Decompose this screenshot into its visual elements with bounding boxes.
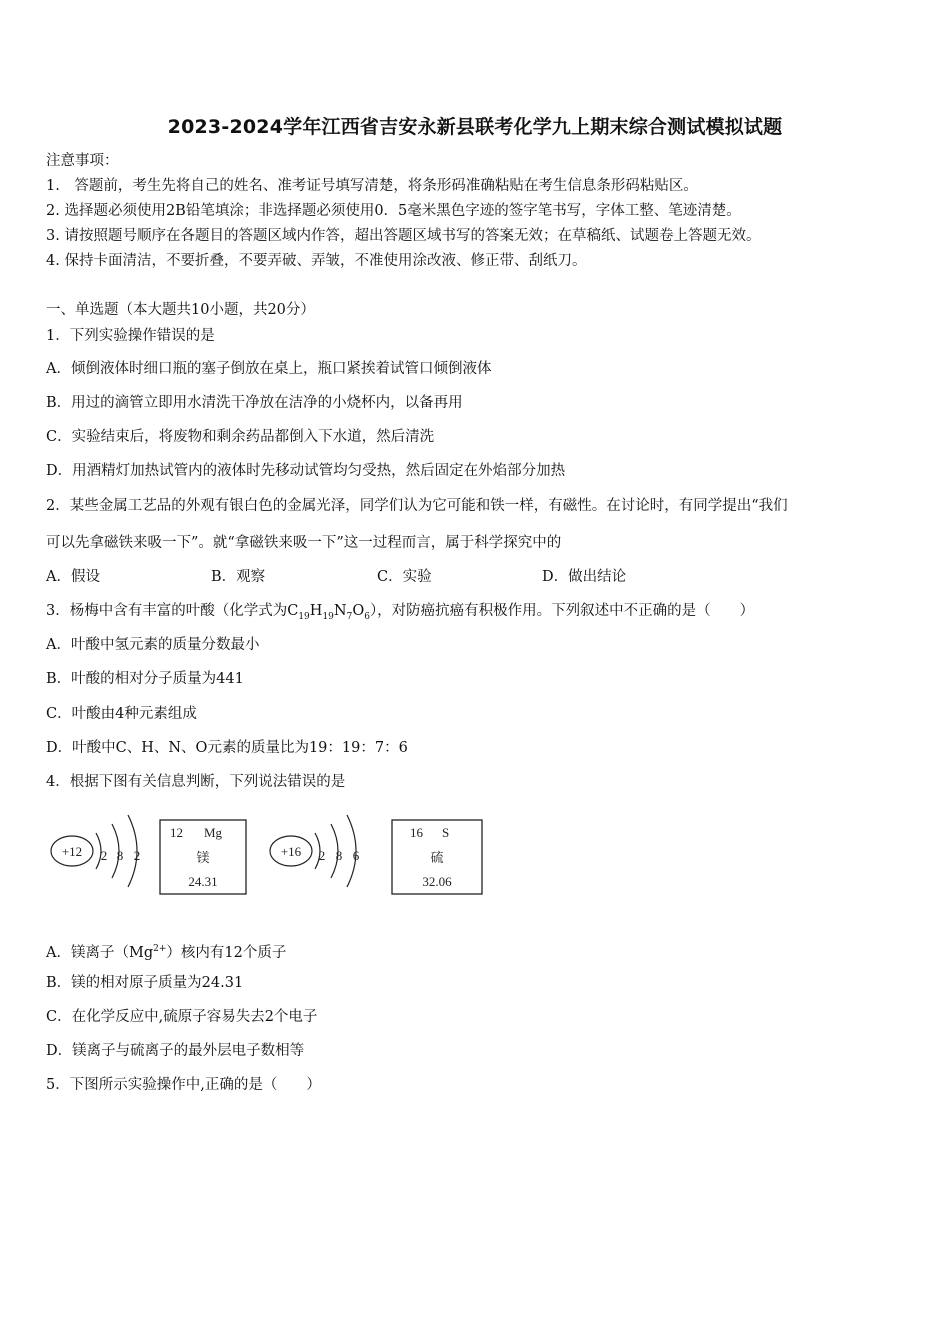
notice-item-4: 4. 保持卡面清洁，不要折叠，不要弄破、弄皱，不准使用涂改液、修正带、刮纸刀。 <box>46 253 587 269</box>
q4-option-a-post: ）核内有12个质子 <box>166 944 287 961</box>
mg-atomic-mass: 24.31 <box>188 874 218 889</box>
mg-atom-diagram <box>51 815 140 887</box>
s-shell-2-count: 8 <box>335 848 343 863</box>
mg-name: 镁 <box>196 851 210 866</box>
q4-option-a-pre: A．镁离子（Mg <box>46 944 154 961</box>
q2-stem-line-1: 2．某些金属工艺品的外观有银白色的金属光泽，同学们认为它可能和铁一样，有磁性。在讨论时，有同学提出“我们 <box>46 498 788 514</box>
s-atomic-number: 16 <box>410 825 423 840</box>
q1-option-b: B．用过的滴管立即用水清洗干净放在洁净的小烧杯内，以备再用 <box>46 395 463 411</box>
q3-formula-n: N <box>333 603 347 619</box>
q3-option-b: B．叶酸的相对分子质量为441 <box>46 671 244 687</box>
q2-option-c: C．实验 <box>377 569 432 585</box>
q3-stem <box>46 601 754 627</box>
mg-shell-2-count: 8 <box>116 848 124 863</box>
q4-option-c: C．在化学反应中,硫原子容易失去2个电子 <box>46 1009 318 1025</box>
notice-item-2: 2. 选择题必须使用2B铅笔填涂；非选择题必须使用0．5毫米黑色字迹的签字笔书写，字体工整、笔迹清楚。 <box>46 203 741 219</box>
s-symbol: S <box>442 825 450 840</box>
q3-option-d: D．叶酸中C、H、N、O元素的质量比为19：19：7：6 <box>46 740 408 756</box>
q1-option-c: C．实验结束后，将废物和剩余药品都倒入下水道，然后清洗 <box>46 429 435 445</box>
s-name: 硫 <box>430 851 444 866</box>
q3-formula-sub-h: 19 <box>322 611 334 622</box>
mg-shell-3-count: 2 <box>133 848 141 863</box>
q4-stem: 4．根据下图有关信息判断，下列说法错误的是 <box>46 774 346 790</box>
mg-nucleus-charge: +12 <box>61 844 83 859</box>
q4-option-a <box>46 939 286 963</box>
notice-heading: 注意事项： <box>46 153 119 169</box>
q1-option-a: A．倾倒液体时细口瓶的塞子倒放在桌上，瓶口紧挨着试管口倾倒液体 <box>46 361 492 377</box>
q3-option-a: A．叶酸中氢元素的质量分数最小 <box>46 637 260 653</box>
q3-stem-post: ），对防癌抗癌有积极作用。下列叙述中不正确的是（ ） <box>369 603 755 619</box>
section-heading: 一、单选题（本大题共10小题，共20分） <box>46 302 315 318</box>
q4-option-d: D．镁离子与硫离子的最外层电子数相等 <box>46 1043 305 1059</box>
atom-structure-figure <box>46 800 506 900</box>
q2-option-d: D．做出结论 <box>542 569 627 585</box>
mg-atomic-number: 12 <box>170 825 183 840</box>
q3-formula-sub-n: 7 <box>346 611 353 622</box>
q2-option-b: B．观察 <box>211 569 266 585</box>
s-shell-3-count: 6 <box>352 848 360 863</box>
q3-formula-sub-o: 6 <box>364 611 370 622</box>
q3-formula-sub-c: 19 <box>298 611 310 622</box>
q3-option-c: C．叶酸由4种元素组成 <box>46 706 197 722</box>
s-atom-diagram <box>270 815 360 887</box>
q3-formula-o: O <box>352 603 365 619</box>
q3-stem-pre: 3．杨梅中含有丰富的叶酸（化学式为C <box>46 603 299 619</box>
q4-option-b: B．镁的相对原子质量为24.31 <box>46 975 244 991</box>
notice-item-3: 3. 请按照题号顺序在各题目的答题区域内作答，超出答题区域书写的答案无效；在草稿纸、试题卷上答题无效。 <box>46 228 761 244</box>
q1-option-d: D．用酒精灯加热试管内的液体时先移动试管均匀受热，然后固定在外焰部分加热 <box>46 463 566 479</box>
mg-shell-1-count: 2 <box>100 848 108 863</box>
s-shell-1-count: 2 <box>318 848 326 863</box>
s-element-card <box>392 820 482 894</box>
q2-option-a: A．假设 <box>46 569 100 585</box>
q3-formula-h: H <box>309 603 323 619</box>
q1-stem: 1．下列实验操作错误的是 <box>46 328 215 344</box>
q4-option-a-charge: 2+ <box>153 944 167 954</box>
q2-stem-line-2: 可以先拿磁铁来吸一下”。就“拿磁铁来吸一下”这一过程而言，属于科学探究中的 <box>46 535 562 551</box>
q5-stem: 5．下图所示实验操作中,正确的是（ ） <box>46 1077 321 1093</box>
page-title: 2023-2024学年江西省吉安永新县联考化学九上期末综合测试模拟试题 <box>167 116 783 138</box>
notice-item-1: 1. 答题前，考生先将自己的姓名、准考证号填写清楚，将条形码准确粘贴在考生信息条形码粘贴区。 <box>46 178 698 194</box>
s-atomic-mass: 32.06 <box>422 874 452 889</box>
s-nucleus-charge: +16 <box>280 844 302 859</box>
mg-symbol: Mg <box>204 825 223 840</box>
mg-element-card <box>160 820 246 894</box>
